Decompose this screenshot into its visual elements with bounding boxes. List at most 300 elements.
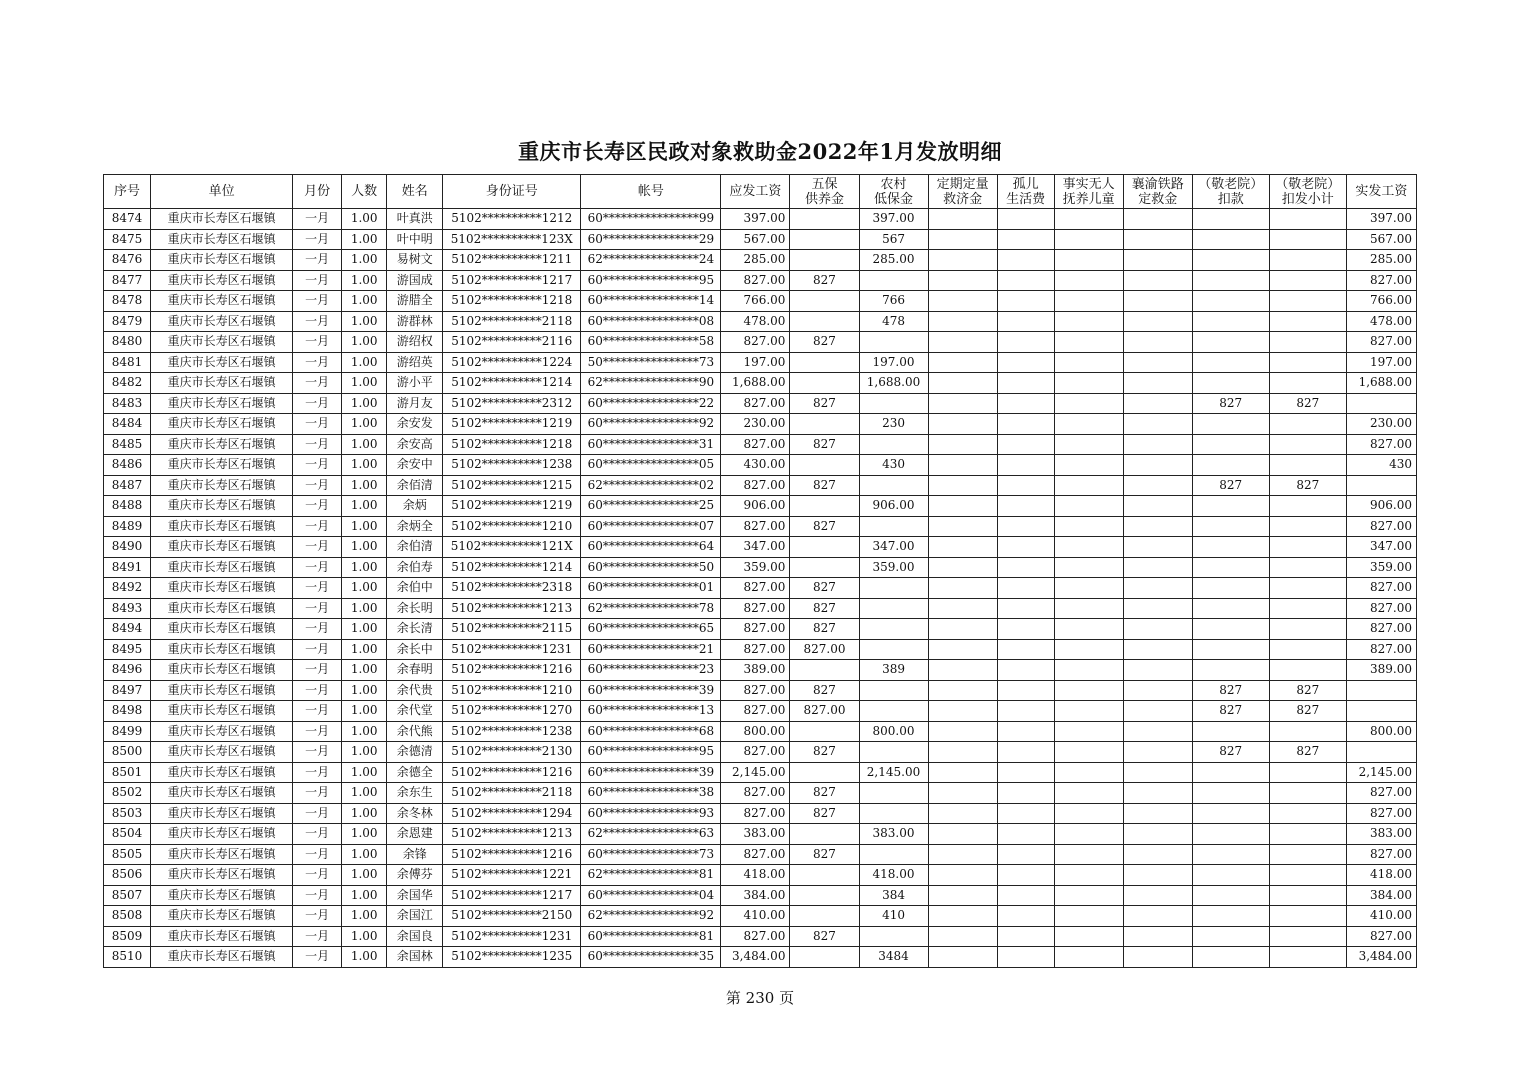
table-cell — [928, 229, 997, 250]
table-cell: 62****************63 — [581, 824, 721, 845]
table-cell: 827.00 — [721, 926, 790, 947]
table-cell — [1123, 516, 1192, 537]
table-cell: 60****************95 — [581, 270, 721, 291]
table-cell: 62****************78 — [581, 598, 721, 619]
table-cell — [928, 619, 997, 640]
table-cell: 一月 — [293, 496, 342, 517]
table-cell — [997, 865, 1054, 886]
table-cell: 60****************92 — [581, 414, 721, 435]
table-cell — [1054, 926, 1123, 947]
table-cell — [928, 537, 997, 558]
table-cell: 重庆市长寿区石堰镇 — [151, 475, 293, 496]
table-cell — [1269, 352, 1346, 373]
table-cell: 359.00 — [859, 557, 928, 578]
table-cell: 8497 — [104, 680, 151, 701]
table-cell: 重庆市长寿区石堰镇 — [151, 537, 293, 558]
table-cell — [1192, 209, 1269, 230]
table-cell: 5102**********1221 — [443, 865, 581, 886]
table-cell: 410.00 — [1346, 906, 1416, 927]
table-cell — [997, 660, 1054, 681]
table-cell: 827.00 — [721, 701, 790, 722]
table-cell — [997, 414, 1054, 435]
column-header: 姓名 — [387, 175, 443, 209]
table-cell: 余代贵 — [387, 680, 443, 701]
table-cell: 重庆市长寿区石堰镇 — [151, 742, 293, 763]
table-cell: 5102**********1214 — [443, 373, 581, 394]
table-cell — [1269, 557, 1346, 578]
table-cell — [1123, 660, 1192, 681]
table-cell: 余安发 — [387, 414, 443, 435]
table-cell: 827.00 — [721, 680, 790, 701]
table-cell — [1054, 414, 1123, 435]
table-cell: 一月 — [293, 660, 342, 681]
table-cell: 62****************92 — [581, 906, 721, 927]
table-cell — [1269, 865, 1346, 886]
table-cell: 827.00 — [1346, 270, 1416, 291]
table-cell — [997, 926, 1054, 947]
table-cell: 重庆市长寿区石堰镇 — [151, 332, 293, 353]
table-cell: 383.00 — [859, 824, 928, 845]
table-cell — [790, 762, 859, 783]
table-cell: 827.00 — [721, 742, 790, 763]
table-cell: 5102**********1210 — [443, 680, 581, 701]
table-cell: 8486 — [104, 455, 151, 476]
table-cell: 一月 — [293, 824, 342, 845]
table-cell — [1123, 680, 1192, 701]
table-cell — [1192, 229, 1269, 250]
table-cell: 827 — [790, 332, 859, 353]
table-cell: 827 — [1269, 701, 1346, 722]
table-cell: 827.00 — [1346, 516, 1416, 537]
table-cell — [1269, 762, 1346, 783]
table-cell — [1054, 865, 1123, 886]
table-cell: 384.00 — [721, 885, 790, 906]
column-header: 帐号 — [581, 175, 721, 209]
table-cell — [1123, 639, 1192, 660]
table-cell: 8489 — [104, 516, 151, 537]
table-cell: 余国华 — [387, 885, 443, 906]
table-cell: 5102**********1211 — [443, 250, 581, 271]
table-cell: 827.00 — [721, 783, 790, 804]
table-cell — [1123, 373, 1192, 394]
table-cell — [1054, 270, 1123, 291]
table-cell — [1269, 250, 1346, 271]
column-header: 农村 低保金 — [859, 175, 928, 209]
table-cell — [997, 516, 1054, 537]
table-cell — [1123, 393, 1192, 414]
table-cell: 一月 — [293, 434, 342, 455]
table-cell — [1269, 332, 1346, 353]
table-cell — [1192, 824, 1269, 845]
table-cell: 827.00 — [1346, 844, 1416, 865]
table-cell: 5102**********1238 — [443, 455, 581, 476]
table-cell: 827 — [1192, 701, 1269, 722]
table-cell: 5102**********1217 — [443, 270, 581, 291]
table-cell — [1123, 598, 1192, 619]
table-cell — [997, 885, 1054, 906]
table-row — [104, 844, 1417, 865]
table-cell — [859, 803, 928, 824]
table-cell — [1054, 844, 1123, 865]
table-cell: 重庆市长寿区石堰镇 — [151, 639, 293, 660]
table-row — [104, 660, 1417, 681]
table-cell — [1123, 352, 1192, 373]
table-cell — [928, 660, 997, 681]
table-cell — [997, 680, 1054, 701]
table-cell: 1.00 — [342, 680, 387, 701]
table-cell: 8502 — [104, 783, 151, 804]
table-cell: 60****************93 — [581, 803, 721, 824]
table-cell — [1054, 311, 1123, 332]
table-cell: 1.00 — [342, 639, 387, 660]
table-cell: 一月 — [293, 680, 342, 701]
table-cell — [1269, 783, 1346, 804]
table-cell — [997, 578, 1054, 599]
table-header-row — [104, 175, 1417, 209]
table-cell — [1192, 906, 1269, 927]
table-cell: 827.00 — [721, 803, 790, 824]
table-cell — [1123, 619, 1192, 640]
table-row — [104, 352, 1417, 373]
table-cell: 827.00 — [721, 844, 790, 865]
table-row — [104, 639, 1417, 660]
table-cell: 827 — [790, 742, 859, 763]
table-cell: 一月 — [293, 885, 342, 906]
table-cell: 827.00 — [1346, 578, 1416, 599]
table-cell — [928, 598, 997, 619]
table-cell: 余傅芬 — [387, 865, 443, 886]
table-cell — [997, 844, 1054, 865]
table-cell: 60****************68 — [581, 721, 721, 742]
table-cell — [1054, 680, 1123, 701]
table-cell — [997, 639, 1054, 660]
table-cell — [1123, 844, 1192, 865]
table-cell — [997, 537, 1054, 558]
table-cell: 游群林 — [387, 311, 443, 332]
table-cell — [928, 373, 997, 394]
table-cell: 827.00 — [721, 516, 790, 537]
table-cell: 游国成 — [387, 270, 443, 291]
table-cell: 重庆市长寿区石堰镇 — [151, 393, 293, 414]
table-cell — [1054, 721, 1123, 742]
table-cell — [859, 270, 928, 291]
table-cell — [790, 947, 859, 968]
page-title: 重庆市长寿区民政对象救助金2022年1月发放明细 — [517, 139, 1003, 164]
table-cell: 8510 — [104, 947, 151, 968]
table-cell: 一月 — [293, 537, 342, 558]
table-cell: 重庆市长寿区石堰镇 — [151, 721, 293, 742]
table-cell: 827.00 — [1346, 598, 1416, 619]
table-cell: 62****************81 — [581, 865, 721, 886]
table-cell: 5102**********2318 — [443, 578, 581, 599]
table-cell: 8495 — [104, 639, 151, 660]
table-cell — [1192, 270, 1269, 291]
table-cell — [928, 250, 997, 271]
table-cell: 5102**********1216 — [443, 762, 581, 783]
table-cell — [1054, 229, 1123, 250]
table-cell — [1054, 250, 1123, 271]
table-cell — [1269, 496, 1346, 517]
table-cell — [997, 803, 1054, 824]
table-cell: 827 — [790, 803, 859, 824]
table-cell: 一月 — [293, 619, 342, 640]
table-cell — [928, 557, 997, 578]
table-cell — [790, 865, 859, 886]
table-cell: 8485 — [104, 434, 151, 455]
table-cell: 1.00 — [342, 393, 387, 414]
table-cell — [790, 721, 859, 742]
table-cell — [1054, 619, 1123, 640]
table-cell — [997, 373, 1054, 394]
table-cell: 1.00 — [342, 229, 387, 250]
table-cell — [1054, 906, 1123, 927]
table-cell: 8481 — [104, 352, 151, 373]
table-cell — [1054, 742, 1123, 763]
table-cell: 余德清 — [387, 742, 443, 763]
table-cell — [1192, 496, 1269, 517]
table-cell: 827.00 — [721, 393, 790, 414]
table-cell: 430 — [859, 455, 928, 476]
table-cell — [1192, 373, 1269, 394]
table-cell: 1.00 — [342, 352, 387, 373]
table-cell: 一月 — [293, 762, 342, 783]
table-cell — [859, 783, 928, 804]
table-cell: 60****************39 — [581, 680, 721, 701]
table-cell — [1054, 824, 1123, 845]
table-cell — [1192, 619, 1269, 640]
table-cell: 余长清 — [387, 619, 443, 640]
table-cell — [1192, 291, 1269, 312]
table-row — [104, 414, 1417, 435]
table-cell: 游绍英 — [387, 352, 443, 373]
table-row — [104, 475, 1417, 496]
table-cell: 230 — [859, 414, 928, 435]
table-cell — [1123, 311, 1192, 332]
table-cell: 397.00 — [721, 209, 790, 230]
table-cell: 827 — [790, 926, 859, 947]
table-cell — [1123, 475, 1192, 496]
column-header: 五保 供养金 — [790, 175, 859, 209]
table-cell: 一月 — [293, 578, 342, 599]
table-cell — [790, 824, 859, 845]
table-cell: 60****************29 — [581, 229, 721, 250]
table-cell: 8505 — [104, 844, 151, 865]
table-cell: 重庆市长寿区石堰镇 — [151, 496, 293, 517]
table-cell: 1.00 — [342, 250, 387, 271]
table-cell: 重庆市长寿区石堰镇 — [151, 352, 293, 373]
table-row — [104, 701, 1417, 722]
table-cell — [928, 434, 997, 455]
table-cell — [1054, 598, 1123, 619]
table-cell: 重庆市长寿区石堰镇 — [151, 865, 293, 886]
table-cell — [1192, 311, 1269, 332]
table-cell: 347.00 — [1346, 537, 1416, 558]
table-cell — [1269, 209, 1346, 230]
table-cell: 906.00 — [859, 496, 928, 517]
table-cell — [1269, 434, 1346, 455]
table-cell: 余伯清 — [387, 537, 443, 558]
table-cell — [928, 455, 997, 476]
table-cell: 8500 — [104, 742, 151, 763]
table-cell: 60****************14 — [581, 291, 721, 312]
table-cell — [928, 311, 997, 332]
table-cell — [1269, 721, 1346, 742]
table-cell — [1123, 926, 1192, 947]
table-cell: 827.00 — [790, 639, 859, 660]
column-header: 身份证号 — [443, 175, 581, 209]
table-cell: 5102**********1235 — [443, 947, 581, 968]
table-cell: 827.00 — [721, 434, 790, 455]
table-cell — [928, 701, 997, 722]
table-cell: 62****************24 — [581, 250, 721, 271]
table-cell: 60****************13 — [581, 701, 721, 722]
table-cell: 余炳 — [387, 496, 443, 517]
table-row — [104, 311, 1417, 332]
table-cell: 60****************22 — [581, 393, 721, 414]
table-row — [104, 557, 1417, 578]
table-cell: 827 — [1192, 475, 1269, 496]
table-cell: 5102**********2116 — [443, 332, 581, 353]
table-cell: 8476 — [104, 250, 151, 271]
table-cell: 8483 — [104, 393, 151, 414]
table-cell: 一月 — [293, 906, 342, 927]
table-row — [104, 926, 1417, 947]
table-cell: 800.00 — [721, 721, 790, 742]
table-cell: 8488 — [104, 496, 151, 517]
table-cell: 1.00 — [342, 844, 387, 865]
table-cell — [1192, 844, 1269, 865]
table-cell — [1054, 762, 1123, 783]
table-cell: 重庆市长寿区石堰镇 — [151, 557, 293, 578]
table-cell: 8490 — [104, 537, 151, 558]
column-header: 序号 — [104, 175, 151, 209]
table-row — [104, 906, 1417, 927]
table-cell: 5102**********2115 — [443, 619, 581, 640]
table-cell: 800.00 — [859, 721, 928, 742]
table-cell: 重庆市长寿区石堰镇 — [151, 434, 293, 455]
table-cell: 430 — [1346, 455, 1416, 476]
table-cell: 5102**********1224 — [443, 352, 581, 373]
table-cell: 827.00 — [1346, 639, 1416, 660]
table-cell — [790, 209, 859, 230]
table-cell: 430.00 — [721, 455, 790, 476]
table-cell: 827 — [1192, 393, 1269, 414]
table-cell — [928, 783, 997, 804]
table-cell — [790, 537, 859, 558]
table-cell: 827 — [1192, 742, 1269, 763]
table-cell — [859, 475, 928, 496]
table-cell: 827 — [790, 844, 859, 865]
table-cell: 1.00 — [342, 619, 387, 640]
table-cell — [1123, 434, 1192, 455]
table-cell: 5102**********1216 — [443, 844, 581, 865]
table-cell — [1123, 947, 1192, 968]
table-row — [104, 619, 1417, 640]
table-cell — [1123, 865, 1192, 886]
table-cell: 5102**********1218 — [443, 291, 581, 312]
table-cell — [790, 906, 859, 927]
table-cell: 285.00 — [1346, 250, 1416, 271]
table-cell: 1,688.00 — [721, 373, 790, 394]
table-cell — [1269, 229, 1346, 250]
table-cell: 410.00 — [721, 906, 790, 927]
table-cell: 1.00 — [342, 865, 387, 886]
table-cell — [859, 639, 928, 660]
table-cell: 重庆市长寿区石堰镇 — [151, 516, 293, 537]
table-cell: 重庆市长寿区石堰镇 — [151, 762, 293, 783]
table-cell: 8482 — [104, 373, 151, 394]
table-cell — [997, 721, 1054, 742]
table-cell — [859, 332, 928, 353]
table-cell: 389.00 — [1346, 660, 1416, 681]
table-cell: 1.00 — [342, 783, 387, 804]
table-cell — [928, 516, 997, 537]
table-cell — [859, 742, 928, 763]
table-cell — [1123, 762, 1192, 783]
table-cell: 一月 — [293, 926, 342, 947]
table-cell: 827 — [1269, 680, 1346, 701]
table-cell: 1.00 — [342, 516, 387, 537]
table-cell — [1054, 578, 1123, 599]
table-cell — [1192, 783, 1269, 804]
table-cell — [1054, 373, 1123, 394]
table-cell: 8475 — [104, 229, 151, 250]
table-cell: 60****************50 — [581, 557, 721, 578]
table-cell: 1.00 — [342, 332, 387, 353]
table-cell: 827.00 — [721, 475, 790, 496]
table-cell: 410 — [859, 906, 928, 927]
table-row — [104, 250, 1417, 271]
table-cell: 5102**********1219 — [443, 414, 581, 435]
table-cell — [997, 393, 1054, 414]
table-cell — [1269, 803, 1346, 824]
table-row — [104, 332, 1417, 353]
table-cell — [928, 291, 997, 312]
table-cell — [1123, 906, 1192, 927]
table-cell: 285.00 — [859, 250, 928, 271]
table-cell: 一月 — [293, 393, 342, 414]
column-header: （敬老院） 扣发小计 — [1269, 175, 1346, 209]
table-cell: 60****************08 — [581, 311, 721, 332]
table-cell — [1192, 947, 1269, 968]
table-cell: 827 — [790, 516, 859, 537]
table-cell: 800.00 — [1346, 721, 1416, 742]
table-cell — [790, 250, 859, 271]
table-cell: 1.00 — [342, 906, 387, 927]
table-cell — [997, 783, 1054, 804]
table-cell — [859, 680, 928, 701]
table-cell: 60****************99 — [581, 209, 721, 230]
table-cell: 重庆市长寿区石堰镇 — [151, 373, 293, 394]
table-row — [104, 393, 1417, 414]
table-cell: 1.00 — [342, 434, 387, 455]
table-cell — [790, 352, 859, 373]
table-cell: 余春明 — [387, 660, 443, 681]
table-cell — [790, 885, 859, 906]
table-cell — [1123, 270, 1192, 291]
table-cell: 60****************01 — [581, 578, 721, 599]
table-cell: 827.00 — [1346, 803, 1416, 824]
table-cell: 827.00 — [790, 701, 859, 722]
table-cell: 余佰清 — [387, 475, 443, 496]
table-cell: 1.00 — [342, 660, 387, 681]
table-cell: 397.00 — [1346, 209, 1416, 230]
table-cell: 一月 — [293, 598, 342, 619]
table-cell: 一月 — [293, 701, 342, 722]
table-cell: 3,484.00 — [721, 947, 790, 968]
table-cell: 一月 — [293, 742, 342, 763]
table-cell: 8507 — [104, 885, 151, 906]
